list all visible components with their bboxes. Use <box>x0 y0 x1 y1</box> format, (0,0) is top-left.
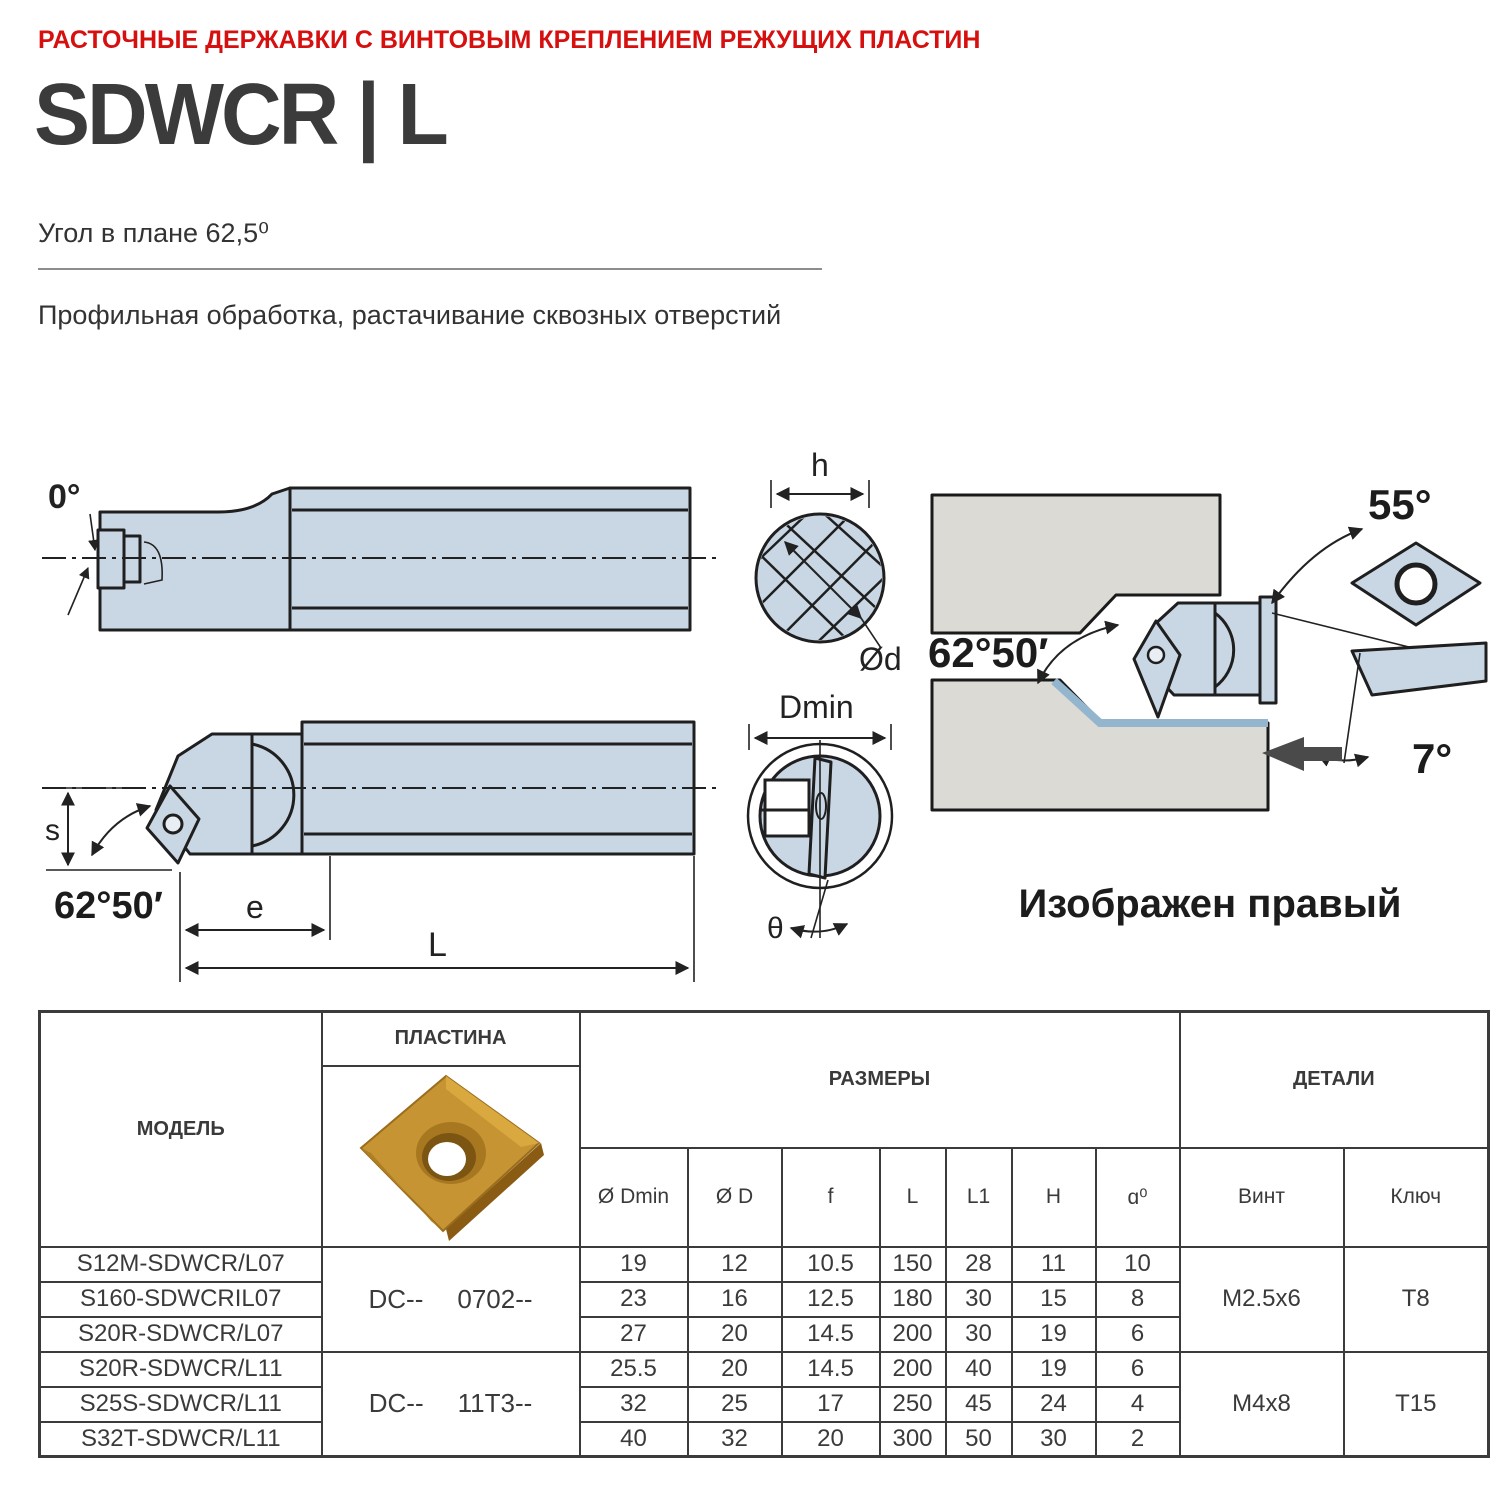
header-model: МОДЕЛЬ <box>40 1012 322 1247</box>
header-d: Ø D <box>688 1148 782 1247</box>
header-alpha: ɑ⁰ <box>1096 1148 1180 1247</box>
insert-code-suffix: 0702-- <box>457 1283 533 1314</box>
f-cell: 17 <box>782 1387 880 1422</box>
d-diameter-label: Ød <box>859 641 902 677</box>
d-cell: 12 <box>688 1247 782 1282</box>
f-cell: 20 <box>782 1422 880 1457</box>
insert-photo <box>351 1071 551 1241</box>
l-cell: 150 <box>880 1247 946 1282</box>
screw-cell: M2.5x6 <box>1180 1247 1344 1352</box>
model-cell: S32T-SDWCR/L11 <box>40 1422 322 1457</box>
model-cell: S20R-SDWCR/L11 <box>40 1352 322 1387</box>
h-cell: 11 <box>1012 1247 1096 1282</box>
header-insert: ПЛАСТИНА <box>322 1012 580 1066</box>
bar-body <box>42 488 718 630</box>
h-label: h <box>811 450 829 483</box>
clearance-angle-label: 7° <box>1412 735 1453 782</box>
header-dmin: Ø Dmin <box>580 1148 688 1247</box>
insert-code-cell <box>322 1247 580 1352</box>
h-cell: 30 <box>1012 1422 1096 1457</box>
insert-7-view <box>1262 643 1486 782</box>
model-cell: S160-SDWCRIL07 <box>40 1282 322 1317</box>
f-cell: 10.5 <box>782 1247 880 1282</box>
f-cell: 14.5 <box>782 1317 880 1352</box>
d-cell: 32 <box>688 1422 782 1457</box>
header-key: Ключ <box>1344 1148 1489 1247</box>
dmin-cell: 32 <box>580 1387 688 1422</box>
insert-code-prefix: DC-- <box>368 1388 424 1419</box>
l-cell: 300 <box>880 1422 946 1457</box>
l1-cell: 30 <box>946 1317 1012 1352</box>
d-cell: 20 <box>688 1317 782 1352</box>
l-cell: 180 <box>880 1282 946 1317</box>
lead-angle-dimension <box>928 625 1118 683</box>
bar-body <box>42 722 718 863</box>
h-cell: 15 <box>1012 1282 1096 1317</box>
model-cell: S25S-SDWCR/L11 <box>40 1387 322 1422</box>
table-row <box>40 1352 1489 1387</box>
table-row <box>40 1247 1489 1282</box>
l-cell: 200 <box>880 1352 946 1387</box>
lead-angle-label: 62°50′ <box>928 629 1049 676</box>
drawing-application-view <box>920 455 1500 935</box>
l-cell: 200 <box>880 1317 946 1352</box>
l1-cell: 28 <box>946 1247 1012 1282</box>
header-h: H <box>1012 1148 1096 1247</box>
f-cell: 14.5 <box>782 1352 880 1387</box>
lead-angle-dimension <box>54 806 163 927</box>
l1-cell: 50 <box>946 1422 1012 1457</box>
l-cell: 250 <box>880 1387 946 1422</box>
dmin-cell: 19 <box>580 1247 688 1282</box>
drawing-bar-side-view <box>40 700 720 1005</box>
dmin-cell: 40 <box>580 1422 688 1457</box>
header-dimensions: РАЗМЕРЫ <box>580 1012 1180 1148</box>
d-cell: 25 <box>688 1387 782 1422</box>
insert-55-view <box>1272 481 1480 651</box>
dmin-cell: 27 <box>580 1317 688 1352</box>
e-dimension <box>180 856 330 958</box>
application-description: Профильная обработка, растачивание сквозных отверстий <box>38 300 782 330</box>
header-screw: Винт <box>1180 1148 1344 1247</box>
header-l: L <box>880 1148 946 1247</box>
shank-section <box>727 450 923 677</box>
l-label: L <box>428 926 447 964</box>
dmin-cell: 25.5 <box>580 1352 688 1387</box>
insert-angle-label: 55° <box>1368 481 1432 528</box>
feed-arrow <box>1262 737 1342 771</box>
drawing-caption: Изображен правый <box>1018 882 1402 926</box>
header-f: f <box>782 1148 880 1247</box>
screw-cell: M4x8 <box>1180 1352 1344 1457</box>
alpha-cell: 6 <box>1096 1317 1180 1352</box>
alpha-cell: 6 <box>1096 1352 1180 1387</box>
header-details: ДЕТАЛИ <box>1180 1012 1489 1148</box>
model-cell: S12M-SDWCR/L07 <box>40 1247 322 1282</box>
divider <box>38 268 822 270</box>
e-label: e <box>246 889 264 925</box>
lead-angle-label: 62°50′ <box>54 885 163 927</box>
spec-table <box>38 1010 1490 1458</box>
insert-photo-cell <box>322 1066 580 1247</box>
h-cell: 24 <box>1012 1387 1096 1422</box>
alpha-cell: 8 <box>1096 1282 1180 1317</box>
rake-angle-label: 0° <box>48 478 81 516</box>
category-title: РАСТОЧНЫЕ ДЕРЖАВКИ С ВИНТОВЫМ КРЕПЛЕНИЕМ РЕЖУЩИХ ПЛАСТИН <box>38 26 981 54</box>
l1-cell: 40 <box>946 1352 1012 1387</box>
insert-code-prefix: DC-- <box>368 1283 424 1314</box>
theta-label: θ <box>767 912 784 945</box>
f-cell: 12.5 <box>782 1282 880 1317</box>
rake-angle-dimension <box>48 478 95 615</box>
alpha-cell: 4 <box>1096 1387 1180 1422</box>
dmin-label: Dmin <box>779 689 854 725</box>
drawing-cross-sections <box>715 450 945 950</box>
page-title: SDWCR | L <box>34 65 446 163</box>
bore-section <box>748 689 892 945</box>
insert-code-cell <box>322 1352 580 1457</box>
key-cell: T8 <box>1344 1247 1489 1352</box>
dmin-cell: 23 <box>580 1282 688 1317</box>
d-cell: 16 <box>688 1282 782 1317</box>
l1-cell: 45 <box>946 1387 1012 1422</box>
key-cell: T15 <box>1344 1352 1489 1457</box>
s-label: s <box>45 814 60 847</box>
model-cell: S20R-SDWCR/L07 <box>40 1317 322 1352</box>
l1-cell: 30 <box>946 1282 1012 1317</box>
alpha-cell: 10 <box>1096 1247 1180 1282</box>
h-cell: 19 <box>1012 1317 1096 1352</box>
d-cell: 20 <box>688 1352 782 1387</box>
h-cell: 19 <box>1012 1352 1096 1387</box>
drawing-bar-top-view <box>40 450 720 700</box>
tool-head <box>1134 597 1276 717</box>
insert-code-suffix: 11T3-- <box>457 1388 533 1419</box>
lead-angle-note: Угол в плане 62,5⁰ <box>38 218 269 248</box>
header-l1: L1 <box>946 1148 1012 1247</box>
alpha-cell: 2 <box>1096 1422 1180 1457</box>
